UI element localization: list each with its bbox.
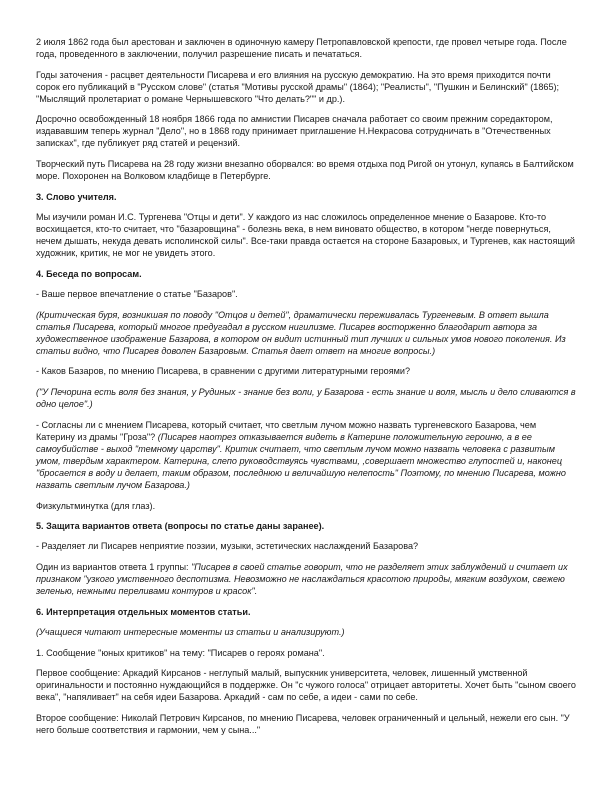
answer-katerina: (Писарев наотрез отказывается видеть в Катерине положительную героиню, а в ее самоубийстве - выход "темному царству". Критик считает, что светлым лучом можно назвать человека с развитым умом, твердым характером. Катерина, слепо руководствуясь чувствами, ,совершает множество глупостей и, наконец "бросается в воду и делает, таким образом, последнюю и величайшую нелепость" Поэтому, по мнению Писарева, можно назвать светлым лучом Базарова.) — [36, 431, 566, 491]
paragraph-death: Творческий путь Писарева на 28 году жизни внезапно оборвался: во время отдыха под Ригой он утонул, купаясь в Балтийском море. Похоронен на Волковом кладбище в Петербурге. — [36, 158, 574, 182]
heading-interpretation: 6. Интерпретация отдельных моментов статьи. — [36, 606, 251, 617]
group-answer-quote: "Писарев в своей статье говорит, что не разделяет этих заблуждений и считает их признаком "узкого умственного деспотизма. Невозможно не наслаждаться красотою природы, мягким воздухом, свежею зеленью, нежными переливами контуров и красок". — [36, 561, 568, 597]
paragraph-release: Досрочно освобожденный 18 ноября 1866 года по амнистии Писарев сначала работает со своим прежним соредактором, издававшим теперь журнал "Дело", но в 1868 году принимает приглашение Н.Некрасова сотрудничать в "Отечественных записках", где публикует ряд статей и рецензий. — [36, 114, 553, 149]
paragraph-katerina — [36, 419, 576, 492]
paragraph-group-answer — [36, 561, 576, 597]
paragraph-young-critics: 1. Сообщение "юных критиков" на тему: "Писарев о героях романа". — [36, 647, 325, 658]
question-katerina: - Согласны ли с мнением Писарева, который считает, что светлым лучом можно назвать тургеневского Базарова, чем Катерину из драмы "Гроза"? — [36, 419, 537, 442]
answer-first-impression: (Критическая буря, возникшая по поводу "Отцов и детей", драматически переживалась Тургеневым. В ответ вышла статья Писарева, который многое предугадал в русском нигилизме. Писарев восторженно благодарит автора за художественное изображение Базарова, в котором он видит истинный тип лучших и сильных умов нового поколения. Из статьи видно, что Писарев доволен Базаровым. Статья дает ответ на многие вопросы.) — [36, 309, 566, 356]
answer-bazarov-comparison: ("У Печорина есть воля без знания, у Рудиных - знание без воли, у Базарова - есть знание и воля, мысль и дело сливаются в одно целое".) — [36, 386, 576, 410]
paragraph-arrest: 2 июля 1862 года был арестован и заключен в одиночную камеру Петропавловской крепости, где провел четыре года. После года, проведенного в заключении, получил разрешение писать и печататься. — [36, 37, 567, 60]
paragraph-first-message: Первое сообщение: Аркадий Кирсанов - неглупый малый, выпускник университета, человек, лишенный умственной оригинальности и постоянно нуждающийся в поддержке. Он "с чужого голоса" отрицает авторитеты. Хочет быть "сыном своего века", "напяливает" на себя идеи Базарова. Аркадий - сам по себе, а идеи - сами по себе. — [36, 668, 576, 703]
group-answer-label: Один из вариантов ответа 1 группы: — [36, 561, 192, 572]
heading-conversation: 4. Беседа по вопросам. — [36, 268, 142, 279]
question-bazarov-comparison: - Каков Базаров, по мнению Писарева, в сравнении с другими литературными героями? — [36, 366, 411, 377]
paragraph-exercise: Физкультминутка (для глаз). — [36, 500, 156, 511]
paragraph-teacher-word: Мы изучили роман И.С. Тургенева "Отцы и дети". У каждого из нас сложилось определенное мнение о Базарове. Кто-то восхищается, кто-то считает, что "базаровщина" - болезнь века, в нем виновато общество, в котором "негде повернуться, нечем дышать, некуда девать исполинской силы". Все-таки правда остается на стороне Базаровых, и Тургенев, как настоящий художник, критик, не мог не увидеть этого. — [36, 211, 576, 259]
question-poetry: - Разделяет ли Писарев неприятие поэзии, музыки, эстетических наслаждений Базарова? — [36, 541, 419, 552]
document-page — [36, 36, 576, 744]
question-first-impression: - Ваше первое впечатление о статье "Базаров". — [36, 289, 238, 300]
heading-defense: 5. Защита вариантов ответа (вопросы по статье даны заранее). — [36, 520, 325, 531]
note-students-read: (Учащиеся читают интересные моменты из статьи и анализируют.) — [36, 627, 345, 638]
paragraph-prison-years: Годы заточения - расцвет деятельности Писарева и его влияния на русскую демократию. На это время приходится почти сорок его публикаций в "Русском слове" (статья "Мотивы русской драмы" (1864); "Реалисты", "Пушкин и Белинский" (1865); "Мыслящий пролетариат о романе Чернышевского "Что делать?"" и др.). — [36, 69, 560, 104]
paragraph-second-message: Второе сообщение: Николай Петрович Кирсанов, по мнению Писарева, человек ограниченный и цельный, нежели его сын. "У него больше соответствия и гармонии, чем у сына..." — [36, 712, 570, 735]
heading-teacher-word: 3. Слово учителя. — [36, 191, 117, 202]
